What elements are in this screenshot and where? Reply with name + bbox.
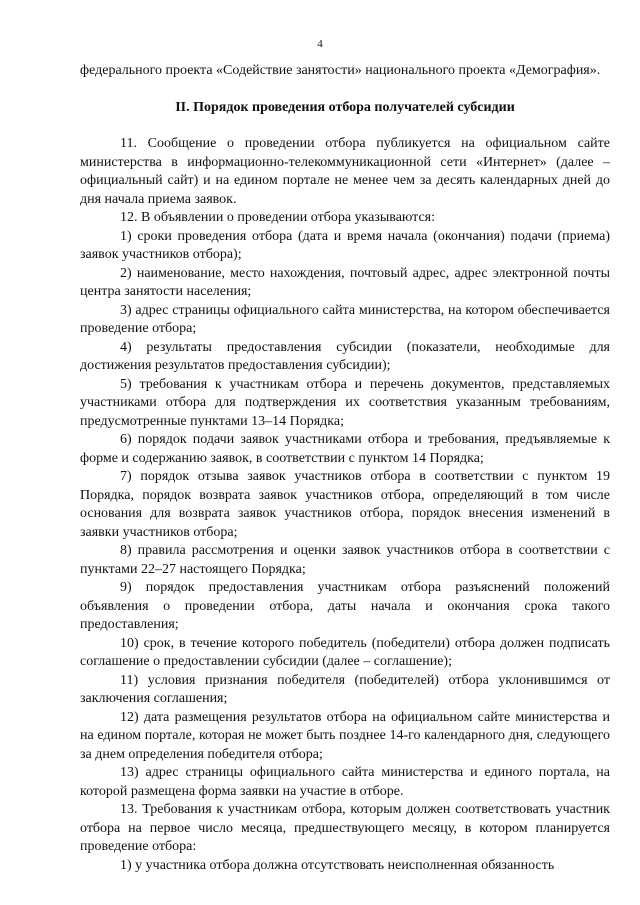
list-item-13: 13) адрес страницы официального сайта министерства и единого портала, на которой размещена форма заявки на участие в отборе. bbox=[80, 765, 610, 799]
list-item-7: 7) порядок отзыва заявок участников отбора в соответствии с пунктом 19 Порядка, порядок возврата заявок участников отбора, определяющий в том числе основания для возврата заявок участников отбора, порядок внесения изменений в заявки участников отбора; bbox=[80, 469, 610, 540]
page-number: 4 bbox=[317, 38, 323, 50]
list-item-6: 6) порядок подачи заявок участниками отбора и требования, предъявляемые к форме и содержанию заявок, в соответствии с пунктом 14 Порядка; bbox=[80, 432, 610, 466]
list-item-11: 11) условия признания победителя (победителей) отбора уклонившимся от заключения соглашения; bbox=[80, 672, 610, 706]
list-item-1: 1) сроки проведения отбора (дата и время начала (окончания) подачи (приема) заявок участников отбора); bbox=[80, 228, 610, 262]
document-body bbox=[80, 62, 610, 875]
list-item-8: 8) правила рассмотрения и оценки заявок участников отбора в соответствии с пунктами 22–27 настоящего Порядка; bbox=[80, 543, 610, 577]
paragraph-12: 12. В объявлении о проведении отбора указываются: bbox=[120, 210, 436, 225]
intro-paragraph: федерального проекта «Содействие занятости» национального проекта «Демография». bbox=[80, 63, 601, 78]
paragraph-13: 13. Требования к участникам отбора, которым должен соответствовать участник отбора на первое число месяца, предшествующего месяцу, в котором планируется проведение отбора: bbox=[80, 802, 610, 854]
list-item-5: 5) требования к участникам отбора и перечень документов, представляемых участниками отбора для подтверждения их соответствия указанным требованиям, предусмотренные пунктами 13–14 Порядка; bbox=[80, 376, 610, 429]
list-item-3: 3) адрес страницы официального сайта министерства, на котором обеспечивается проведение отбора; bbox=[80, 302, 610, 336]
paragraph-11: 11. Сообщение о проведении отбора публикуется на официальном сайте министерства в информационно-телекоммуникационной сети «Интернет» (далее – официальный сайт) и на едином портале не менее чем за десять календарных дней до дня начала приема заявок. bbox=[80, 136, 610, 207]
requirement-item-1: 1) у участника отбора должна отсутствовать неисполненная обязанность bbox=[120, 857, 555, 873]
list-item-2: 2) наименование, место нахождения, почтовый адрес, адрес электронной почты центра занятости населения; bbox=[80, 265, 610, 299]
list-item-9: 9) порядок предоставления участникам отбора разъяснений положений объявления о проведении отбора, даты начала и окончания срока такого предоставления; bbox=[80, 580, 610, 632]
list-item-4: 4) результаты предоставления субсидии (показатели, необходимые для достижения результатов предоставления субсидии); bbox=[80, 339, 610, 373]
section-heading: II. Порядок проведения отбора получателей субсидии bbox=[175, 99, 515, 115]
list-item-12: 12) дата размещения результатов отбора на официальном сайте министерства и на едином портале, которая не может быть позднее 14-го календарного дня, следующего за днем определения победителя отбора; bbox=[80, 709, 610, 762]
list-item-10: 10) срок, в течение которого победитель (победители) отбора должен подписать соглашение о предоставлении субсидии (далее – соглашение); bbox=[80, 635, 610, 669]
